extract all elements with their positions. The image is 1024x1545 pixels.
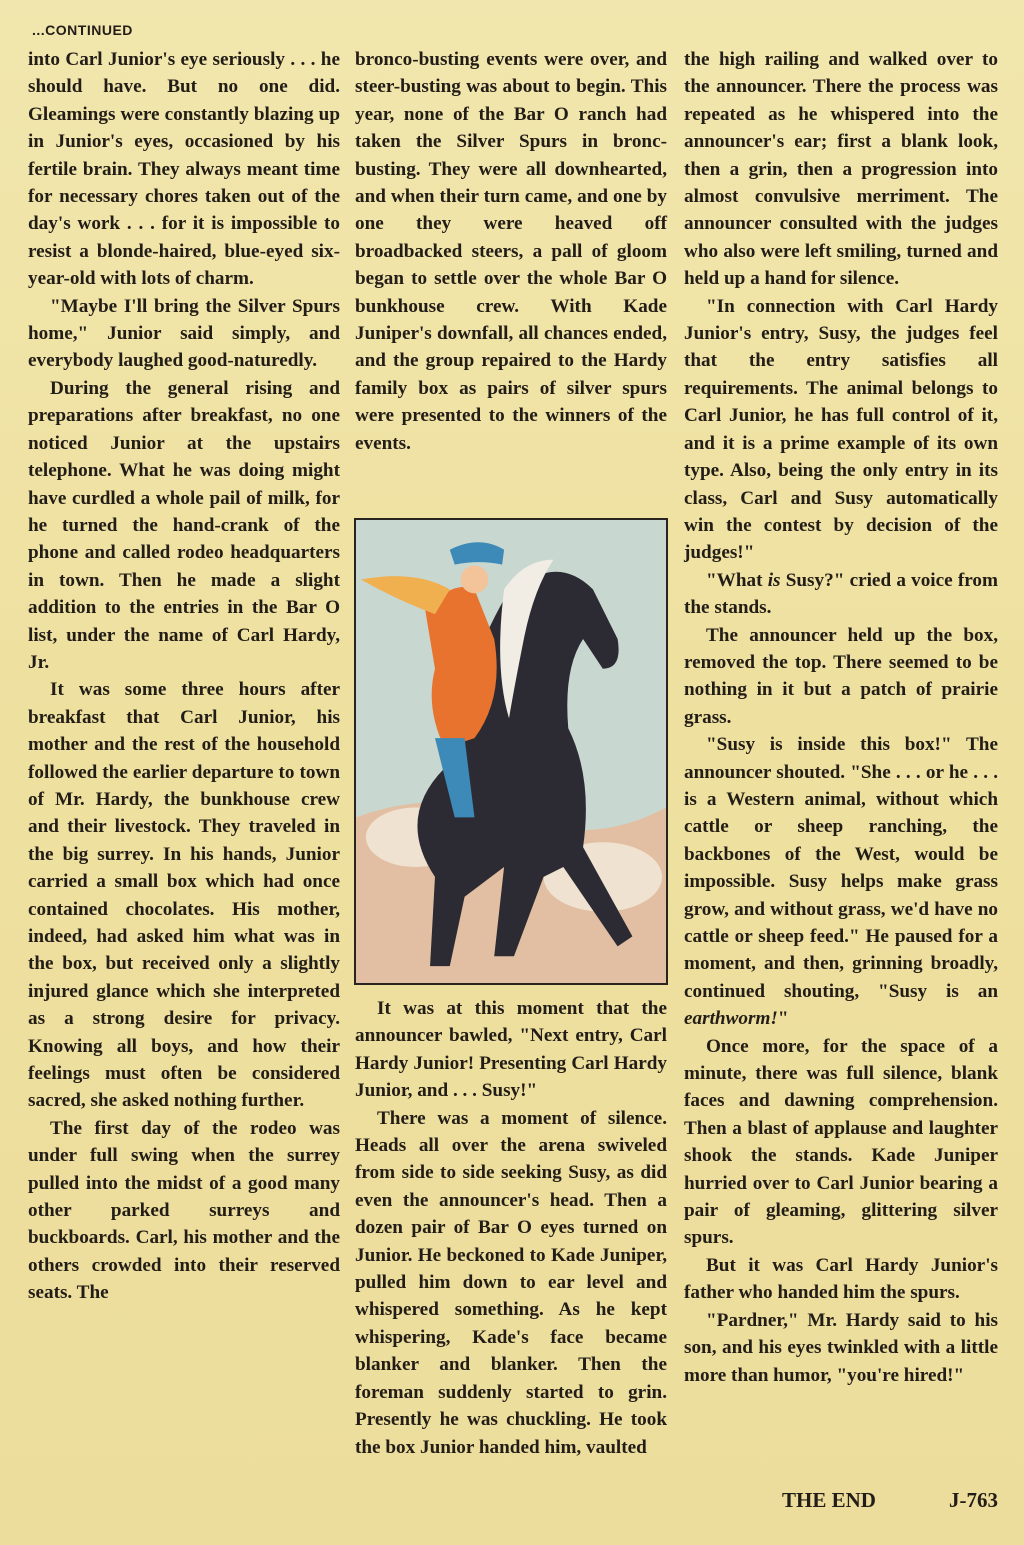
page-code: J-763 (949, 1488, 998, 1512)
paragraph: The announcer held up the box, removed the top. There seemed to be nothing in it but a patch of prairie grass. (684, 624, 998, 728)
paragraph: the high railing and walked over to the announcer. There the process was repeated as he whispered into the announcer's ear; first a blank look, then a grin, then a progression into almost convulsive merriment. The announcer consulted with the judges who also were left smiling, turned and held up a hand for silence. (684, 49, 998, 290)
cowboy-horse-illustration (354, 518, 668, 985)
paragraph: But it was Carl Hardy Junior's father who handed him the spurs. (684, 1254, 998, 1304)
paragraph (684, 731, 998, 1032)
paragraph: It was at this moment that the announcer bawled, "Next entry, Carl Hardy Junior! Presenting Carl Hardy Junior, and . . . Susy!" (355, 998, 667, 1102)
column-2-top (355, 46, 667, 457)
paragraph: "In connection with Carl Hardy Junior's entry, Susy, the judges feel that the entry satisfies all requirements. The animal belongs to Carl Junior, he has full control of it, and it is a prime example of its own type. Also, being the only entry in its class, Carl and Susy automatically win the contest by decision of the judges!" (684, 295, 998, 564)
emphasis: earthworm! (684, 1008, 778, 1030)
footer (782, 1488, 998, 1513)
emphasis: is (767, 569, 781, 591)
paragraph (684, 567, 998, 622)
paragraph: It was some three hours after breakfast that Carl Junior, his mother and the rest of the household followed the earlier departure to town of Mr. Hardy, the bunkhouse crew and their livestock. They traveled in the big surrey. In his hands, Junior carried a small box which had once contained chocolates. His mother, indeed, had asked him what was in the box, but received only a slightly injured glance which she interpreted as a strong desire for privacy. Knowing all boys, and how their feelings must often be considered sacred, she asked nothing further. (28, 679, 340, 1112)
text: "What (706, 569, 768, 591)
paragraph: The first day of the rodeo was under full swing when the surrey pulled into the midst of a good many other parked surreys and buckboards. Carl, his mother and the others crowded into their reserved seats. The (28, 1117, 340, 1304)
paragraph: into Carl Junior's eye seriously . . . he should have. But no one did. Gleamings were constantly blazing up in Junior's eyes, occasioned by his fertile brain. They always meant time for necessary chores taken out of the day's work . . . for it is impossible to resist a blonde-haired, blue-eyed six-year-old with lots of charm. (28, 49, 340, 290)
column-3 (684, 46, 998, 1389)
paragraph: bronco-busting events were over, and steer-busting was about to begin. This year, none of the Bar O ranch had taken the Silver Spurs in bronc-busting. They were all downhearted, and when their turn came, and one by one they were heaved off broadbacked steers, a pall of gloom began to settle over the whole Bar O bunkhouse crew. With Kade Juniper's downfall, all chances ended, and the group repaired to the Hardy family box as pairs of silver spurs were presented to the winners of the events. (355, 49, 667, 454)
paragraph: There was a moment of silence. Heads all over the arena swiveled from side to side seeking Susy, as did even the announcer's head. Then a dozen pair of Bar O eyes turned on Junior. He beckoned to Kade Juniper, pulled him down to ear level and whispered something. As he kept whispering, Kade's face became blanker and blanker. Then the foreman suddenly started to grin. Presently he was chuckling. He took the box Junior handed him, vaulted (355, 1107, 667, 1458)
column-2-bottom (355, 995, 667, 1461)
paragraph: During the general rising and preparations after breakfast, no one noticed Junior at the upstairs telephone. What he was doing might have curdled a whole pail of milk, for he turned the hand-crank of the phone and called rodeo headquarters in town. Then he made a slight addition to the entries in the Bar O list, under the name of Carl Hardy, Jr. (28, 377, 340, 673)
continued-header: ...CONTINUED (32, 22, 133, 38)
text: "Susy is inside this box!" The announcer shouted. "She . . . or he . . . is a Western animal, without which cattle or sheep ranching, the backbones of the West, would be impossible. Susy helps make grass grow, and without grass, we'd have no cattle or sheep feed." He paused for a moment, and then, grinning broadly, continued shouting, "Susy is an (684, 734, 998, 1002)
the-end-label: THE END (782, 1488, 876, 1512)
paragraph: "Maybe I'll bring the Silver Spurs home," Junior said simply, and everybody laughed good-naturedly. (28, 295, 340, 372)
text: " (777, 1008, 789, 1030)
paragraph: "Pardner," Mr. Hardy said to his son, and his eyes twinkled with a little more than humor, "you're hired!" (684, 1309, 998, 1386)
text: Susy?" cried a voice from the stands. (684, 569, 998, 619)
column-1 (28, 46, 340, 1307)
paragraph: Once more, for the space of a minute, there was full silence, blank faces and dawning comprehension. Then a blast of applause and laughter shook the stands. Kade Juniper hurried over to Carl Junior bearing a pair of gleaming, glittering silver spurs. (684, 1035, 998, 1249)
